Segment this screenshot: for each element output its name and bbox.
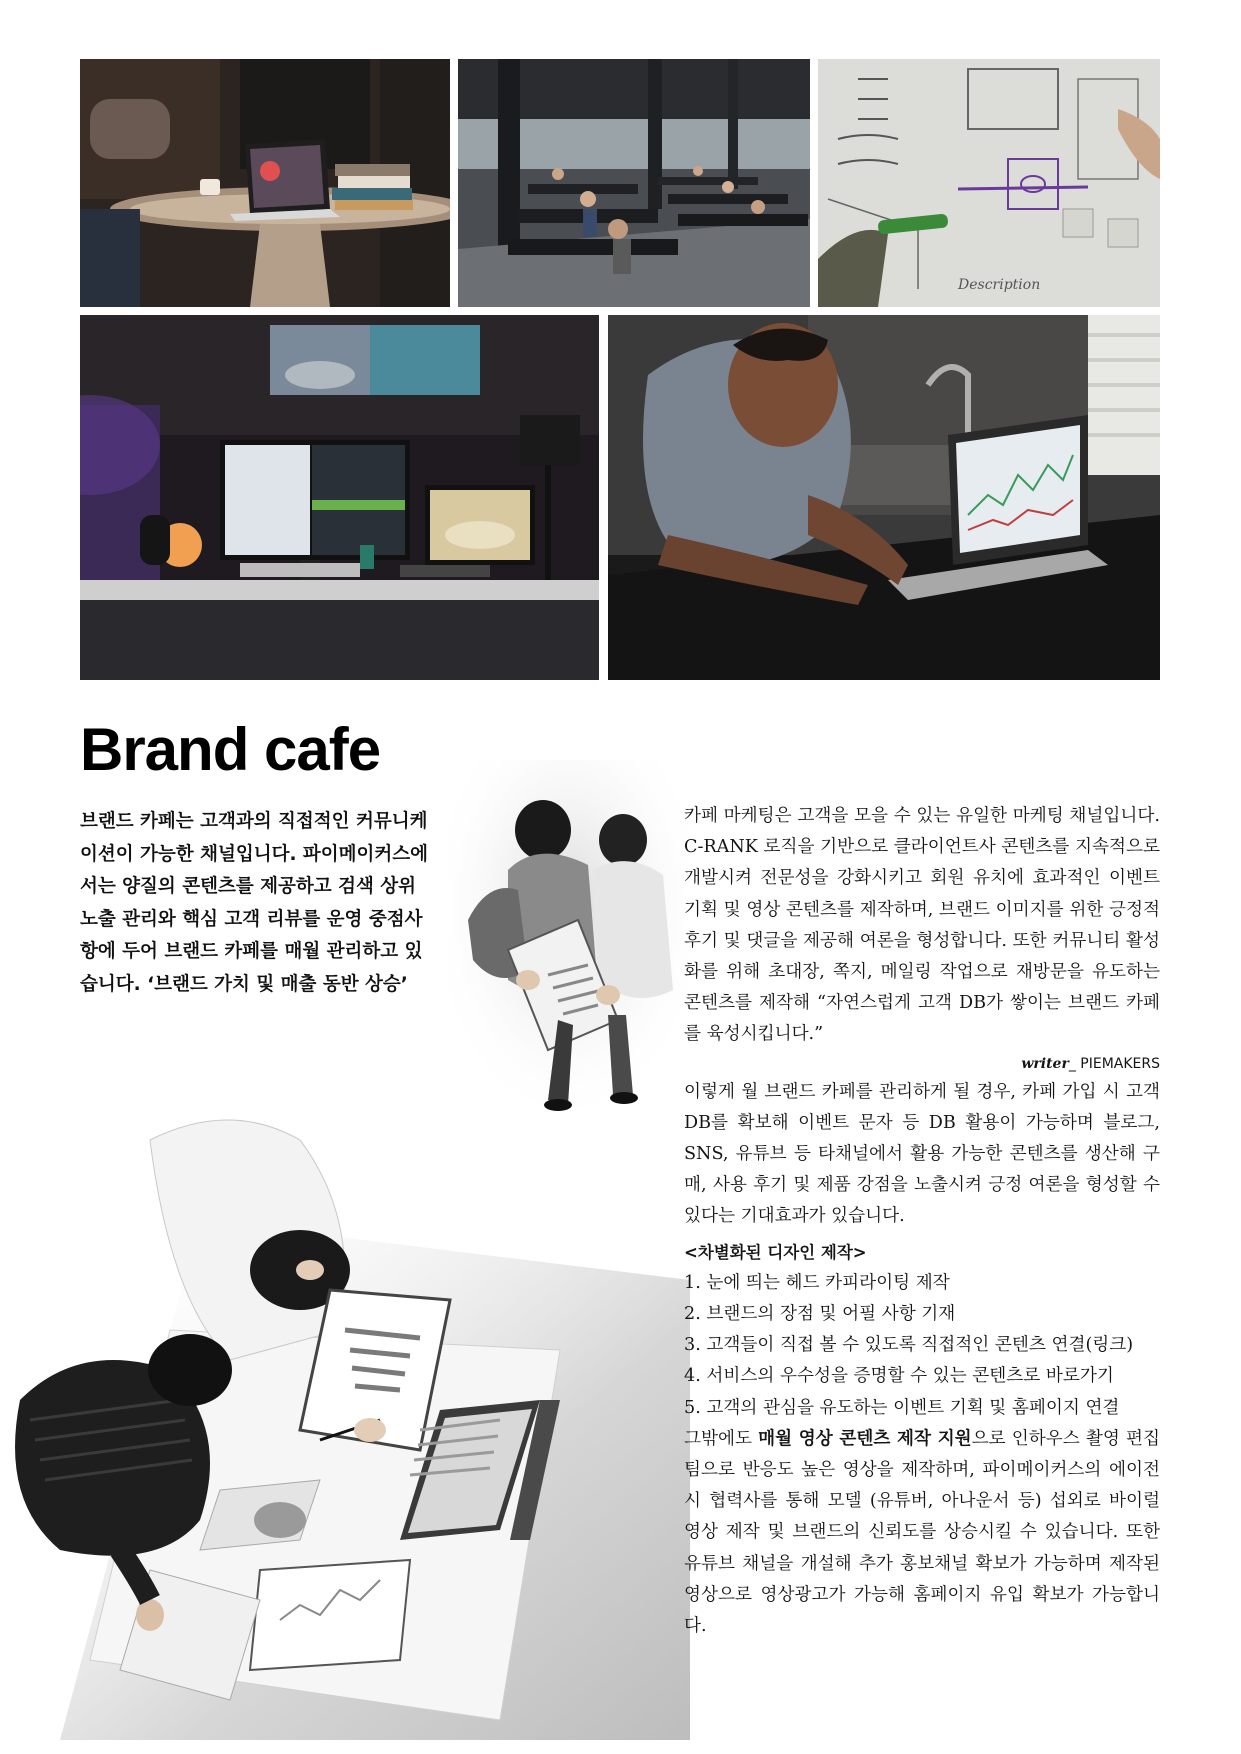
body-paragraph-3 [684, 1424, 1160, 1642]
list-item: 4. 서비스의 우수성을 증명할 수 있는 콘텐츠로 바로가기 [684, 1366, 1114, 1387]
list-item: 1. 눈에 띄는 헤드 카피라이팅 제작 [684, 1272, 950, 1293]
illustration-desk-meeting [0, 1100, 690, 1740]
illustration-people-clipboard [448, 760, 688, 1130]
photo-man-laptop [608, 315, 1160, 680]
writer-name: _ PIEMAKERS [1068, 1055, 1160, 1072]
paragraph-3-emphasis: 매월 영상 콘텐츠 제작 지원 [758, 1428, 972, 1449]
list-item: 5. 고객의 관심을 유도하는 이벤트 기획 및 홈페이지 연결 [684, 1397, 1120, 1418]
feature-list [684, 1268, 1160, 1424]
writer-label: writer [1021, 1055, 1069, 1072]
photo-whiteboard [818, 59, 1160, 307]
writer-credit [684, 1053, 1160, 1075]
list-heading: <차별화된 디자인 제작> [684, 1242, 867, 1262]
list-item: 3. 고객들이 직접 볼 수 있도록 직접적인 콘텐츠 연결(링크) [684, 1335, 1134, 1356]
body-paragraph-1: 카페 마케팅은 고객을 모을 수 있는 유일한 마케팅 채널입니다. C-RANK 로직을 기반으로 클라이언트사 콘텐츠를 지속적으로 개발시켜 전문성을 강화시키고 회원 유치에 효과적인 이벤트 기획 및 영상 콘텐츠를 제작하며, 브랜드 이미지를 위한 긍정적 후기 및 댓글을 제공해 여론을 형성합니다. 또한 커뮤니티 활성화를 위해 초대장, 쪽지, 메일링 작업으로 재방문을 유도하는 콘텐츠를 제작해 “자연스럽게 고객 DB가 쌓이는 브랜드 카페를 육성시킵니다.” [684, 806, 1160, 1045]
photo-open-office [458, 59, 810, 307]
list-item: 2. 브랜드의 장점 및 어필 사항 기재 [684, 1304, 956, 1325]
body-column [684, 801, 1160, 1642]
page-title: Brand cafe [80, 716, 381, 783]
photo-laptop-lounge [80, 59, 450, 307]
intro-paragraph: 브랜드 카페는 고객과의 직접적인 커뮤니케이션이 가능한 채널입니다. 파이메이커스에서는 양질의 콘텐츠를 제공하고 검색 상위 노출 관리와 핵심 고객 리뷰를 운영 중점사항에 두어 브랜드 카페를 매월 관리하고 있습니다. ‘브랜드 가치 및 매출 동반 상승’ [80, 811, 429, 995]
body-paragraph-2: 이렇게 월 브랜드 카페를 관리하게 될 경우, 카페 가입 시 고객 DB를 확보해 이벤트 문자 등 DB 활용이 가능하며 블로그, SNS, 유튜브 등 타채널에서 활용 가능한 콘텐츠를 생산해 구매, 사용 후기 및 제품 강점을 노출시켜 긍정 여론을 형성할 수 있다는 기대효과가 있습니다. [684, 1081, 1160, 1227]
photo-computer-desk [80, 315, 599, 680]
paragraph-3-rest: 으로 인하우스 촬영 편집팀으로 반응도 높은 영상을 제작하며, 파이메이커스의 에이전시 협력사를 통해 모델 (유튜버, 아나운서 등) 섭외로 바이럴 영상 제작 및 브랜드의 신뢰도를 상승시킬 수 있습니다. 또한 유튜브 채널을 개설해 추가 홍보채널 확보가 가능하며 제작된 영상으로 영상광고가 가능해 홈페이지 유입 확보가 가능합니다. [684, 1428, 1161, 1637]
paragraph-3-lead: 그밖에도 [684, 1428, 759, 1449]
svg-text:Description: Description [958, 277, 1041, 293]
